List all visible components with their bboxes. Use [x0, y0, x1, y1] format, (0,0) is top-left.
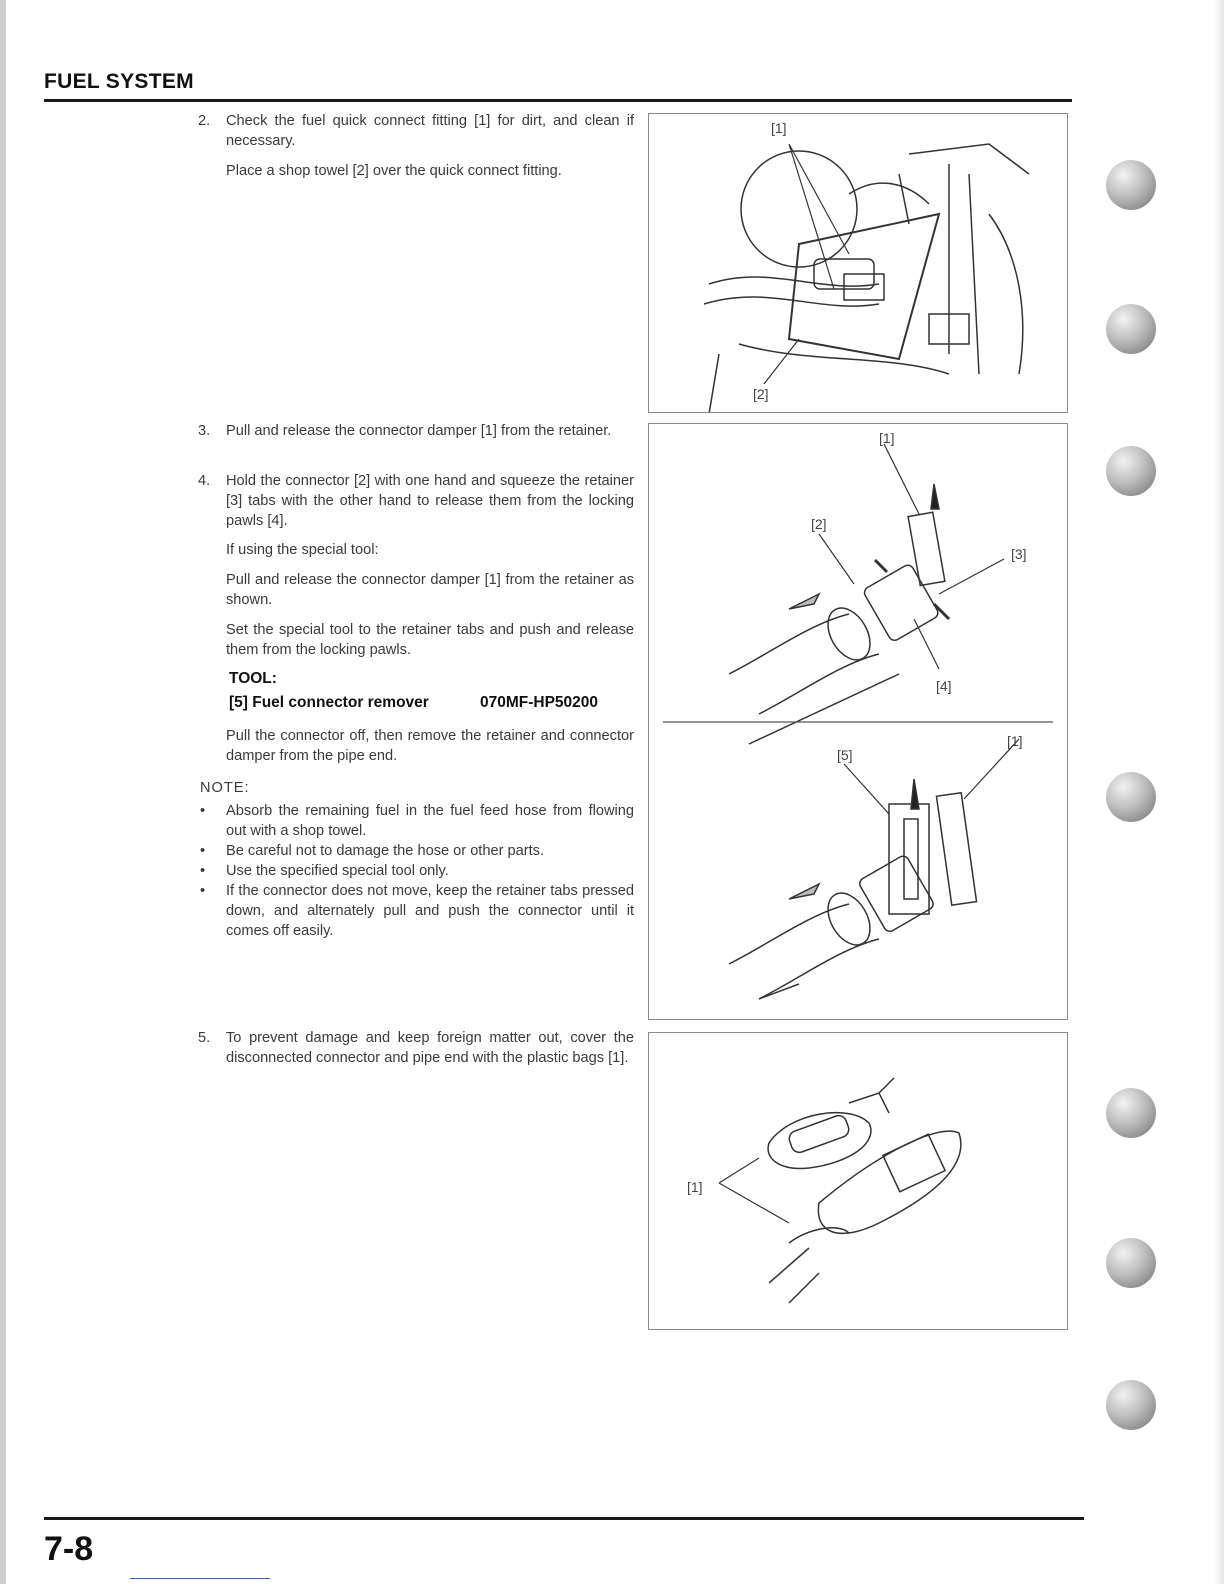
section-tab-marker	[1106, 304, 1156, 354]
section-tab-marker	[1106, 1088, 1156, 1138]
note-item	[200, 861, 634, 881]
section-tab-marker	[1106, 1238, 1156, 1288]
callout-label: [2]	[811, 516, 827, 532]
step-4-sub: If using the special tool:	[226, 542, 379, 558]
footer-rule	[44, 1517, 1084, 1520]
step-text: To prevent damage and keep foreign matter out, cover the disconnected connector and pipe end with the plastic bags [1].	[226, 1030, 634, 1066]
tool-number: 070MF-HP50200	[480, 694, 599, 711]
figure-retainer-release	[648, 423, 1068, 1020]
bullet-mark: •	[200, 883, 206, 899]
section-tab-marker	[1106, 1380, 1156, 1430]
step-number: 2.	[198, 113, 211, 129]
page-number: 7-8	[44, 1530, 94, 1568]
step-text: Check the fuel quick connect fitting [1] for dirt, and clean if necessary.	[226, 113, 634, 149]
step-4-sub: Set the special tool to the retainer tabs and push and release them from the locking pawls.	[226, 622, 634, 658]
bullet-mark: •	[200, 863, 206, 879]
section-title: FUEL SYSTEM	[44, 70, 194, 93]
fig2-3-illustration	[649, 424, 1067, 1019]
step-4-sub: Pull and release the connector damper [1] from the retainer as shown.	[226, 572, 634, 608]
section-tab-marker	[1106, 160, 1156, 210]
note-text: Use the specified special tool only.	[226, 863, 449, 879]
step-3	[198, 421, 634, 441]
figure-quick-connect	[648, 113, 1068, 413]
note-heading: NOTE:	[200, 780, 250, 796]
note-text: Absorb the remaining fuel in the fuel feed hose from flowing out with a shop towel.	[226, 803, 634, 839]
section-tab-marker	[1106, 772, 1156, 822]
step-5	[198, 1028, 634, 1068]
step-text: Hold the connector [2] with one hand and squeeze the retainer [3] tabs with the other hand to release them from the locking pawls [4].	[226, 473, 634, 529]
section-tab-marker	[1106, 446, 1156, 496]
step-2-sub: Place a shop towel [2] over the quick connect fitting.	[226, 163, 562, 179]
bullet-mark: •	[200, 843, 206, 859]
callout-label: [4]	[936, 678, 952, 694]
fig4-illustration	[649, 1033, 1067, 1329]
callout-label: [5]	[837, 747, 853, 763]
callout-label: [1]	[687, 1179, 703, 1195]
header-rule	[44, 99, 1072, 102]
note-text: If the connector does not move, keep the retainer tabs pressed down, and alternately pull and push the connector until it comes off easily.	[226, 883, 634, 939]
step-4-after: Pull the connector off, then remove the retainer and connector damper from the pipe end.	[226, 728, 634, 764]
fig1-illustration	[649, 114, 1067, 412]
callout-label: [1]	[879, 430, 895, 446]
tool-heading: TOOL:	[229, 670, 277, 687]
note-item	[200, 841, 634, 861]
tool-name: [5] Fuel connector remover	[229, 694, 429, 711]
callout-label: [1]	[771, 120, 787, 136]
note-item	[200, 801, 634, 841]
callout-label: [3]	[1011, 546, 1027, 562]
step-number: 3.	[198, 423, 211, 439]
note-item	[200, 881, 634, 941]
callout-label: [2]	[753, 386, 769, 402]
step-2	[198, 111, 634, 151]
step-text: Pull and release the connector damper [1] from the retainer.	[226, 423, 612, 439]
note-text: Be careful not to damage the hose or other parts.	[226, 843, 545, 859]
figure-plastic-bags	[648, 1032, 1068, 1330]
bullet-mark: •	[200, 803, 206, 819]
bottom-link-underline	[130, 1578, 270, 1579]
page-edge	[1214, 0, 1224, 1584]
callout-label: [1]	[1007, 733, 1023, 749]
step-number: 4.	[198, 473, 211, 489]
binding-edge	[0, 0, 6, 1584]
step-number: 5.	[198, 1030, 211, 1046]
step-4	[198, 471, 634, 531]
